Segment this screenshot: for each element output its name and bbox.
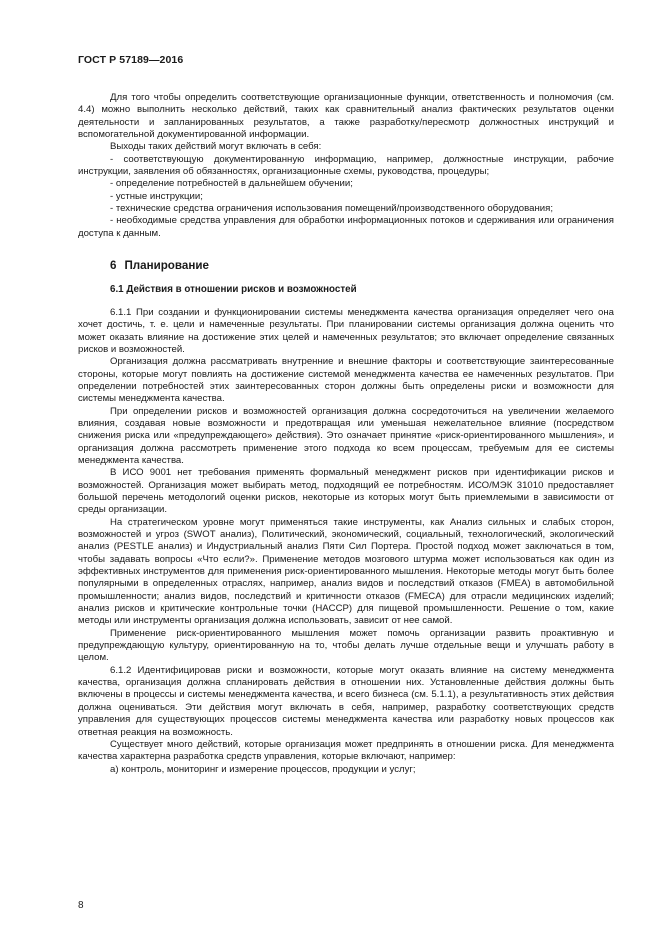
- paragraph: Существует много действий, которые организация может предпринять в отношении риска. Для менеджмента качества характерна разработка средств управления, которые включают, например:: [78, 738, 614, 763]
- standard-header: ГОСТ Р 57189—2016: [78, 54, 184, 66]
- list-item: - необходимые средства управления для обработки информационных потоков и сдерживания или ограничения доступа к данным.: [78, 215, 614, 239]
- list-item: а) контроль, мониторинг и измерение процессов, продукции и услуг;: [110, 763, 416, 775]
- section-title: Планирование: [124, 259, 209, 273]
- paragraph: 6.1.1 При создании и функционировании системы менеджмента качества организация определяет чего она хочет достичь, т. е. цели и намеченные результаты. При планировании системы организация должна оценить что может оказать влияние на достижение этих целей и намеченных результатов; это включает определение связанных рисков и возможностей.: [78, 306, 614, 355]
- subsection-heading: 6.1 Действия в отношении рисков и возможностей: [110, 284, 357, 296]
- paragraph: 6.1.2 Идентифицировав риски и возможности, которые могут оказать влияние на систему менеджмента качества, организация должна спланировать действия в отношении них. Установленные действия должны быть включены в процессы и системы менеджмента качества, и всего бизнеса (см. 5.1.1), а результативность этих действия должна оцениваться. Эти действия могут включать в себя, например, разработку соответствующих средств управления для существующих процессов системы менеджмента качества или разработку новых процессов как ответная реакция на возможность.: [78, 664, 614, 738]
- list-item: - определение потребностей в дальнейшем обучении;: [110, 178, 353, 190]
- section-number: 6: [110, 259, 117, 273]
- list-item: - устные инструкции;: [110, 190, 203, 202]
- section-heading: [78, 260, 614, 272]
- paragraph: Применение риск-ориентированного мышления может помочь организации развить проактивную и предупреждающую культуру, ориентированную на то, чтобы делать лучше отдельные вещи и улучшать работу в целом.: [78, 627, 614, 664]
- paragraph: Организация должна рассматривать внутренние и внешние факторы и соответствующие заинтересованные стороны, которые могут повлиять на достижение системой менеджмента качества ее намеченных результатов. При определении потребностей этих заинтересованных сторон должны быть определены риски и возможности для системы менеджмента качества.: [78, 356, 614, 405]
- list-item: - соответствующую документированную информацию, например, должностные инструкции, рабочие инструкции, заявления об обязанностях, организационные схемы, руководства, процедуры;: [78, 153, 614, 178]
- paragraph: В ИСО 9001 нет требования применять формальный менеджмент рисков при идентификации рисков и возможностей. Организация может выбирать метод, подходящий ее потребностям. ИСО/МЭК 31010 предоставляет большой перечень методологий оценки рисков, некоторые из которых могут быть приемлемыми в зависимости от среды организации.: [78, 467, 614, 516]
- list-item: - технические средства ограничения использования помещений/производственного оборудования;: [110, 203, 553, 215]
- document-body: [78, 92, 614, 776]
- page-number: 8: [78, 900, 84, 911]
- document-page: [78, 54, 614, 776]
- paragraph: Выходы таких действий могут включать в себя:: [110, 141, 322, 153]
- paragraph: Для того чтобы определить соответствующие организационные функции, ответственность и полномочия (см. 4.4) можно выполнить несколько действий, таких как сравнительный анализ фактических результатов оценки деятельности и запланированных результатов, а также разработку/пересмотр должностных инструкций и вспомогательной документированной информации.: [78, 92, 614, 141]
- paragraph: При определении рисков и возможностей организация должна сосредоточиться на увеличении желаемого влияния, создавая новые возможности и предотвращая или уменьшая нежелательное влияние (посредством снижения риска или «предупреждающего» действия). Это означает принятие «риск-ориентированного мышления», и организация должна рассмотреть применение этого подхода ко всем процессам, требуемым для ее системы менеджмента качества.: [78, 405, 614, 466]
- paragraph: На стратегическом уровне могут применяться такие инструменты, как Анализ сильных и слабых сторон, возможностей и угроз (SWOT анализ), Политический, экономический, социальный, технологический, экологический анализ (PESTLE анализ) и Индустриальный анализ Пяти Сил Портера. Простой подход может заключаться в том, чтобы задавать вопросы «Что если?». Применение методов мозгового штурма может использоваться как один из эффективных инструментов для применения риск-ориентированного мышления. Некоторые методы могут быть более популярными в определенных отраслях, например, анализ видов и последствий отказов (FMEA) в автомобильной промышленности; анализ видов, последствий и критичности отказов (FMECA) для отрасли медицинских изделий; анализ рисков и критические контрольные точки (HACCP) для пищевой промышленности. Решение о том, какие методы или инструменты организация должна использовать, зависит от нее самой.: [78, 516, 614, 627]
